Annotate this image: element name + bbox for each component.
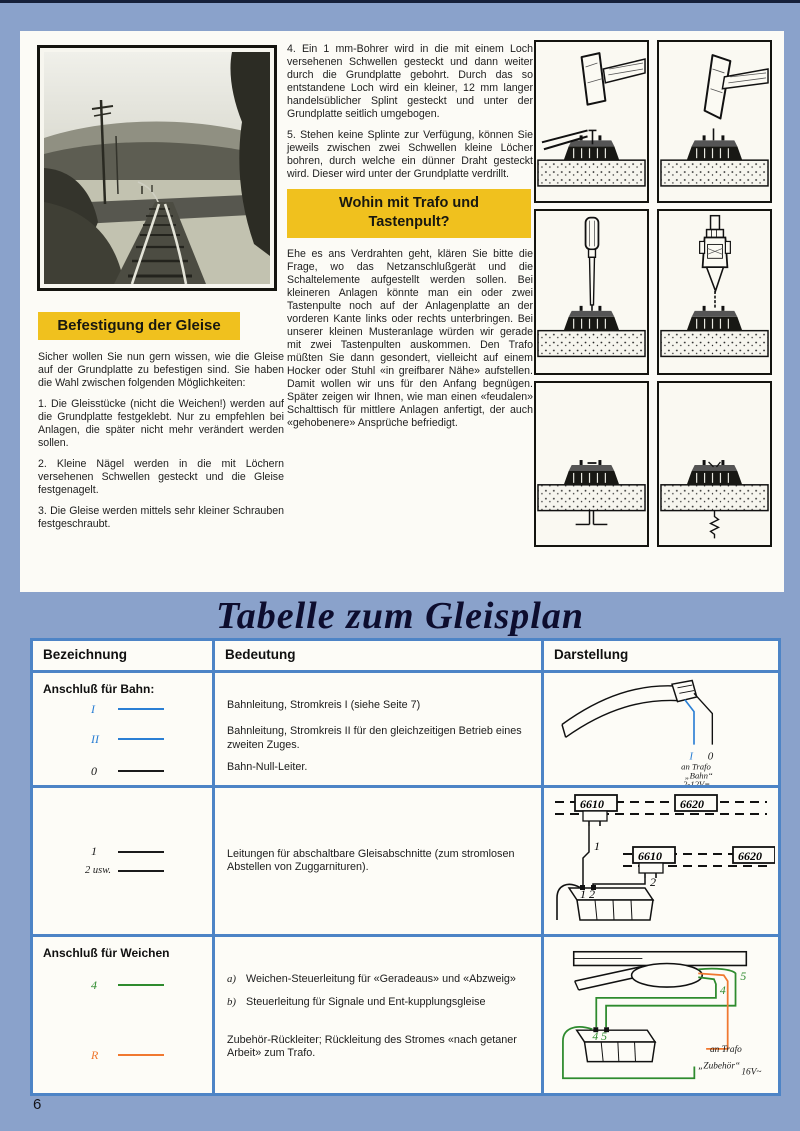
illustration-hammer-pin-pliers — [534, 40, 649, 203]
svg-text:6610: 6610 — [580, 797, 604, 811]
symbol-stromkreis-1: I — [91, 702, 212, 716]
row-weichen-bedeutung: a) Weichen-Steuerleitung für «Geradeaus» und «Abzweig» b) Steuerleitung für Signale und Ent-kupplungsgleise Zubehör-Rückleiter; Rückleitung des Stromes «nach getaner Arbeit» zum Trafo. — [215, 937, 541, 1093]
bedeutung-item-a: a) Weichen-Steuerleitung für «Geradeaus» und «Abzweig» — [227, 973, 516, 985]
symbol-rueckleiter-r: R — [91, 1048, 212, 1062]
upper-content-panel — [20, 31, 784, 592]
paragraph-intro: Sicher wollen Sie nun gern wissen, wie die Gleise auf der Grundplatte zu befestigen sind. Sie haben die Wahl zwischen folgenden Möglichkeiten: — [38, 351, 284, 390]
paragraph-item-3: 3. Die Gleise werden mittels sehr kleiner Schrauben festgeschraubt. — [38, 505, 284, 531]
svg-text:1: 1 — [594, 839, 600, 853]
row-bahn-darstellung — [544, 673, 778, 785]
symbol-stromkreis-2: II — [91, 732, 212, 746]
svg-text:6610: 6610 — [638, 849, 662, 863]
row-abschalt-bezeichnung — [33, 788, 212, 934]
symbol-null-leiter: 0 — [91, 764, 212, 778]
svg-text:0: 0 — [707, 750, 714, 763]
row-abschalt-bedeutung: Leitungen für abschaltbare Gleisabschnitte (zum stromlosen Abstellen von Zuggarnituren). — [215, 788, 541, 934]
col-header-bezeichnung: Bezeichnung — [33, 641, 212, 670]
illustration-pin-vise-drill — [657, 209, 772, 375]
svg-text:4: 4 — [719, 983, 726, 997]
col-header-bedeutung: Bedeutung — [215, 641, 541, 670]
svg-text:1 2: 1 2 — [580, 887, 595, 901]
middle-text-column — [287, 43, 533, 438]
row-bahn-bezeichnung: Anschluß für Bahn: I II 0 — [33, 673, 212, 785]
illustration-hammer-nail — [657, 40, 772, 203]
svg-text:6620: 6620 — [680, 797, 704, 811]
railway-photo-art — [44, 52, 270, 284]
diagram-bahn-anschluss — [547, 675, 775, 785]
technique-illustrations — [534, 40, 775, 547]
illustration-wire-twisted — [657, 381, 772, 547]
table-title: Tabelle zum Gleisplan — [216, 595, 584, 637]
illustration-splint-bent — [534, 381, 649, 547]
diagram-weichen-anschluss — [547, 939, 775, 1091]
row-weichen-darstellung — [544, 937, 778, 1093]
illustration-screwdriver — [534, 209, 649, 375]
svg-text:2-12V=: 2-12V= — [683, 778, 711, 785]
left-text-column — [38, 312, 284, 539]
paragraph-step-5: 5. Stehen keine Splinte zur Verfügung, können Sie jeweils zwischen zwei Schwellen kleine Löcher bohren, durch welche ein dünner Draht gesteckt wird. Dieser wird unter der Grundplatte verdrillt. — [287, 129, 533, 181]
heading-wohin-mit-trafo: Wohin mit Trafo und Tastenpult? — [287, 189, 531, 238]
row-weichen-bezeichnung: Anschluß für Weichen 4 R — [33, 937, 212, 1093]
page-top-rule — [0, 0, 800, 3]
heading-befestigung: Befestigung der Gleise — [38, 312, 240, 340]
svg-text:4 5: 4 5 — [592, 1030, 608, 1044]
page-number: 6 — [33, 1096, 42, 1113]
row-bahn-bedeutung: Bahnleitung, Stromkreis I (siehe Seite 7) Bahnleitung, Stromkreis II für den gleichzeitigen Betrieb eines zweiten Zuges. Bahn-Null-Leiter. — [215, 673, 541, 785]
svg-text:16V~: 16V~ — [741, 1067, 762, 1078]
symbol-leitung-1: 1 — [91, 845, 212, 859]
paragraph-step-4: 4. Ein 1 mm-Bohrer wird in die mit einem Loch versehenen Schwellen gesteckt und dann weiter durch die Grundplatte gebohrt. Durch das so entstandene Loch wird ein kleiner, 12 mm langer handelsüblicher Splint gesteckt und unter der Grundplatte seitlich umgebogen. — [287, 43, 533, 121]
paragraph-trafo: Ehe es ans Verdrahten geht, klären Sie bitte die Frage, wo das Netzanschlußgerät und die Schaltelemente aufgestellt werden sollen. Bei kleineren Anlagen könnte man ein oder zwei Tastenpulte noch auf der Anlagenplatte an der vorderen Kante links oder rechts unterbringen. Bei unserer kleinen Musteranlage würden wir gerade mit zwei Tastenpulten auskommen. Den Trafo müßten Sie dann gesondert, vielleicht auf einem Hocker oder Stuhl «in greifbarer Nähe» aufstellen. Damit wollen wir uns für den Anfang begnügen. Später zeigen wir Ihnen, wie man einen «feudalen» Schalttisch für mittlere Anlagen anfertigt, der auch «gehobenere» Ansprüche befriedigt. — [287, 247, 533, 430]
bedeutung-item-b: b) Steuerleitung für Signale und Ent-kupplungsgleise — [227, 996, 486, 1009]
col-header-darstellung: Darstellung — [544, 641, 778, 670]
gleisplan-table — [30, 638, 781, 1096]
row-abschalt-darstellung — [544, 788, 778, 934]
svg-text:I: I — [689, 750, 694, 763]
svg-text:an Trafo: an Trafo — [710, 1044, 742, 1055]
railway-landscape-photo — [37, 45, 277, 291]
svg-text:6620: 6620 — [738, 849, 762, 863]
svg-text:an Trafo: an Trafo — [681, 761, 711, 772]
symbol-weiche-4: 4 — [91, 978, 212, 992]
svg-text:5: 5 — [740, 970, 747, 984]
paragraph-item-2: 2. Kleine Nägel werden in die mit Löchern versehenen Schwellen gesteckt und die Gleise festgenagelt. — [38, 458, 284, 497]
diagram-abschaltbare-abschnitte — [547, 790, 775, 930]
paragraph-item-1: 1. Die Gleisstücke (nicht die Weichen!) werden auf die Grundplatte festgeklebt. Nur zu empfehlen bei Anlagen, die später nicht mehr verändert werden sollen. — [38, 398, 284, 450]
svg-text:„Bahn“: „Bahn“ — [684, 770, 713, 781]
svg-text:2: 2 — [650, 875, 656, 889]
symbol-leitung-2: 2 usw. — [85, 864, 212, 878]
svg-text:„Zubehör“: „Zubehör“ — [698, 1061, 741, 1072]
